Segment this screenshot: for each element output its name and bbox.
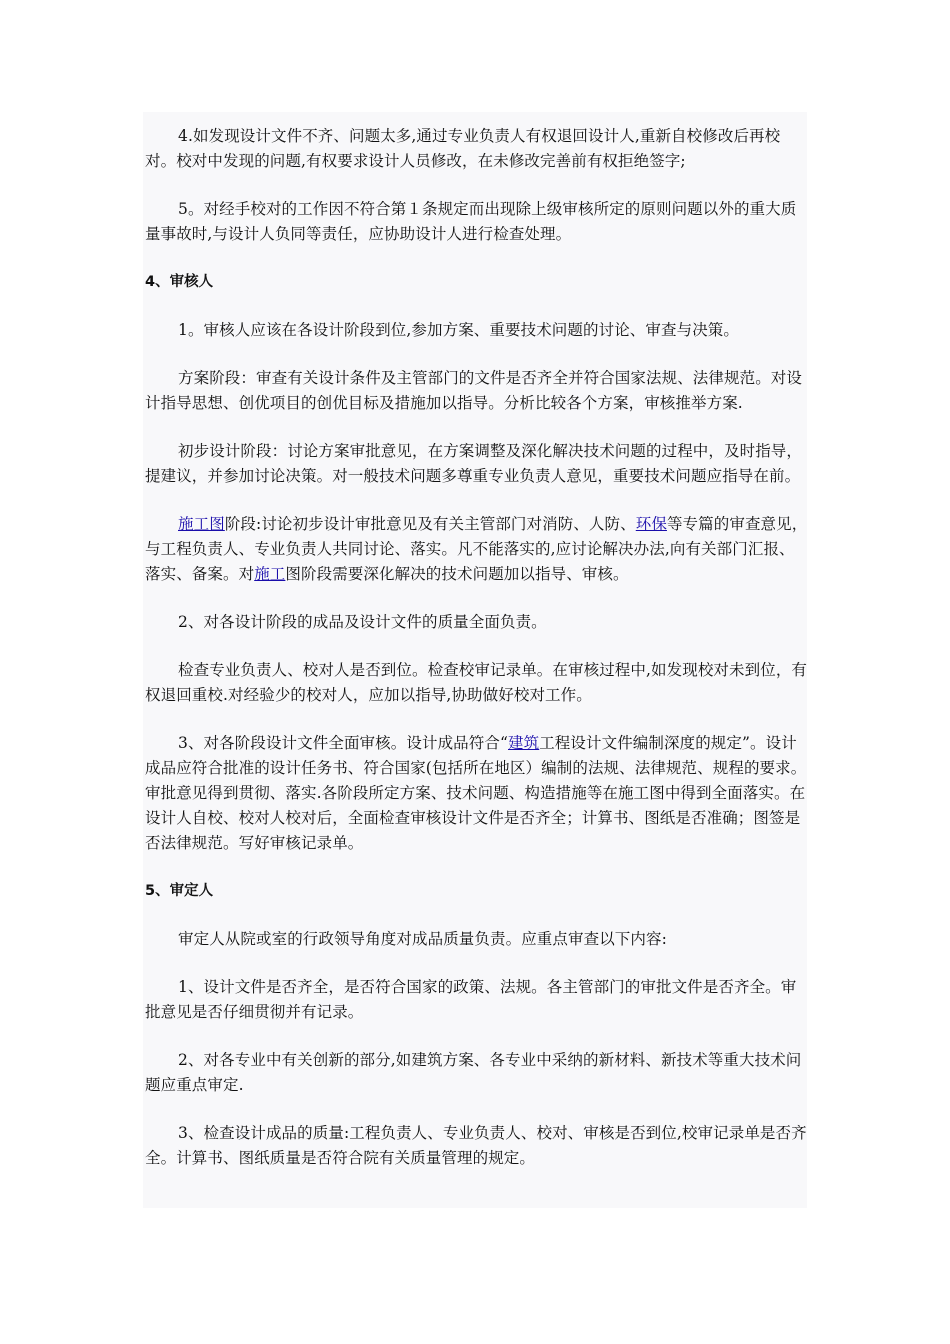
text-segment: 阶段:讨论初步设计审批意见及有关主管部门对消防、人防、: [224, 515, 636, 533]
document-body: [145, 124, 810, 1194]
reviewer-scheme-stage: 方案阶段：审查有关设计条件及主管部门的文件是否齐全并符合国家法规、法律规范。对设计指导思想、创优项目的创优目标及措施加以指导。分析比较各个方案，审核推举方案.: [145, 369, 803, 412]
approver-item-3: 3、检查设计成品的质量:工程负责人、专业负责人、校对、审核是否到位,校审记录单是否齐全。计算书、图纸质量是否符合院有关质量管理的规定。: [145, 1124, 807, 1167]
text-segment: 工程设计文件编制深度的规定”。设计成品应符合批准的设计任务书、符合国家(包括所在地区）编制的法规、法律规范、规程的要求。审批意见得到贯彻、落实.各阶段所定方案、技术问题、构造措施等在施工图中得到全面落实。在设计人自校、校对人校对后，全面检查审核设计文件是否齐全；计算书、图纸是否准确；图签是否法律规范。写好审核记录单。: [145, 734, 807, 852]
section-heading-reviewer: 4、审核人: [145, 274, 214, 290]
text-segment: 3、对各阶段设计文件全面审核。设计成品符合“: [178, 734, 508, 752]
text-segment: 等专篇的审查意见，与工程负责人、专业负责人共同讨论、落实。凡不能落实的,应讨论解决办法,向有关部门汇报、落实、备案。对: [145, 515, 808, 583]
approver-item-2: 2、对各专业中有关创新的部分,如建筑方案、各专业中采纳的新材料、新技术等重大技术问题应重点审定.: [145, 1051, 802, 1094]
approver-item-1: 1、设计文件是否齐全，是否符合国家的政策、法规。各主管部门的审批文件是否齐全。审批意见是否仔细贯彻并有记录。: [145, 978, 797, 1021]
link-construction[interactable]: 施工: [254, 565, 286, 583]
section-heading-approver: 5、审定人: [145, 883, 214, 899]
checker-item-4: 4.如发现设计文件不齐、问题太多,通过专业负责人有权退回设计人,重新自校修改后再校对。校对中发现的问题,有权要求设计人员修改，在未修改完善前有权拒绝签字;: [145, 127, 781, 170]
link-construction-drawing[interactable]: 施工图: [178, 515, 225, 533]
text-segment: 图阶段需要深化解决的技术问题加以指导、审核。: [285, 565, 629, 583]
reviewer-construction-drawing-stage: [145, 512, 810, 587]
reviewer-check-personnel: 检查专业负责人、校对人是否到位。检查校审记录单。在审核过程中,如发现校对未到位，有权退回重校.对经验少的校对人，应加以指导,协助做好校对工作。: [145, 661, 808, 704]
reviewer-item-2: 2、对各设计阶段的成品及设计文件的质量全面负责。: [178, 613, 547, 631]
reviewer-preliminary-stage: 初步设计阶段：讨论方案审批意见，在方案调整及深化解决技术问题的过程中，及时指导，提建议，并参加讨论决策。对一般技术问题多尊重专业负责人意见，重要技术问题应指导在前。: [145, 442, 803, 485]
reviewer-item-3: [145, 731, 810, 856]
checker-item-5: 5。对经手校对的工作因不符合第１条规定而出现除上级审核所定的原则问题以外的重大质量事故时,与设计人负同等责任，应协助设计人进行检查处理。: [145, 200, 797, 243]
reviewer-item-1: 1。审核人应该在各设计阶段到位,参加方案、重要技术问题的讨论、审查与决策。: [178, 321, 739, 339]
link-environmental[interactable]: 环保: [635, 515, 667, 533]
link-architecture[interactable]: 建筑: [508, 734, 540, 752]
approver-intro: 审定人从院或室的行政领导角度对成品质量负责。应重点审查以下内容:: [178, 930, 667, 948]
